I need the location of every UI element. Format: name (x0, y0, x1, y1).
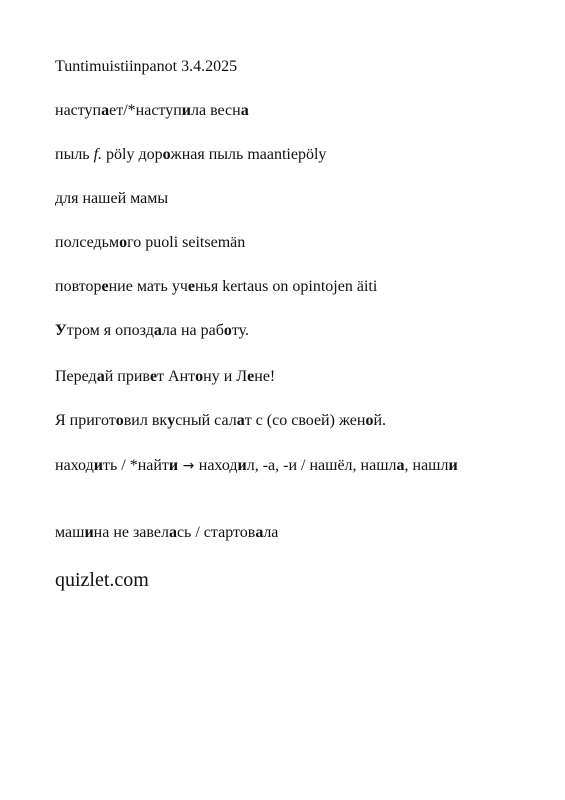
note-line-9: находить / *найти → находил, -а, -и / нашёл, нашла, нашли (55, 457, 458, 474)
note-line-6: Утром я опоздала на работу. (55, 322, 250, 339)
note-line-10: машина не завелась / стартовала (55, 524, 279, 541)
note-line-3: для нашей мамы (55, 190, 169, 207)
note-line-4: полседьмого puoli seitsemän (55, 234, 246, 251)
right-arrow-icon: → (178, 458, 199, 474)
document-title: Tuntimuistiinpanot 3.4.2025 (55, 58, 238, 75)
note-line-2: пыль f. pöly дорожная пыль maantiepöly (55, 146, 327, 163)
note-line-7: Передай привет Антону и Лене! (55, 368, 276, 385)
note-line-5: повторение мать ученья kertaus on opintojen äiti (55, 278, 378, 295)
quizlet-link-text: quizlet.com (55, 569, 149, 591)
note-line-1: наступает/*наступила весна (55, 102, 249, 119)
note-line-8: Я приготовил вкусный салат с (со своей) женой. (55, 412, 387, 429)
